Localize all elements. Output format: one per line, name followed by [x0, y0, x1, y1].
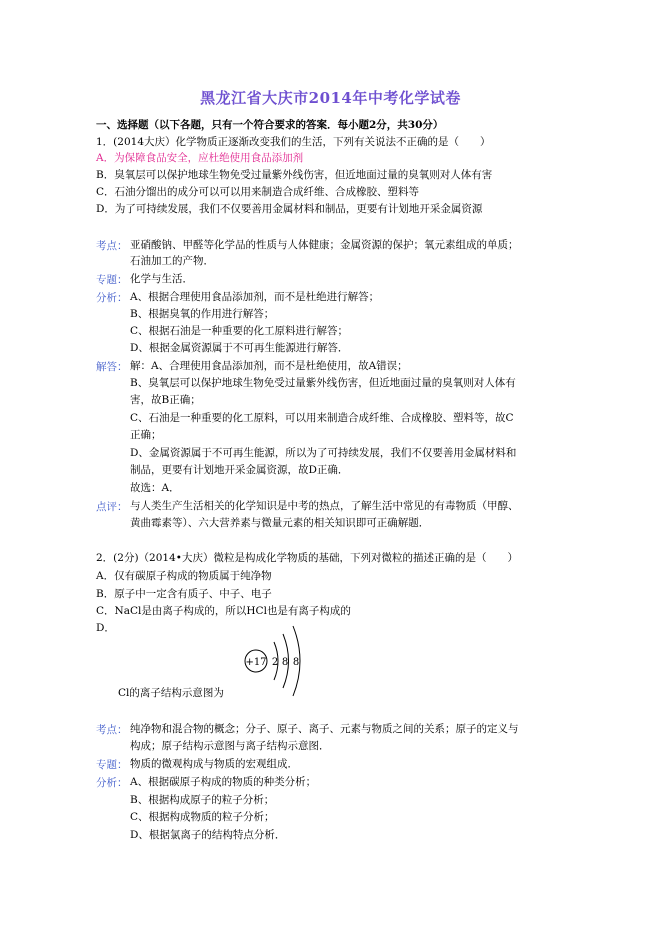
q2-fenxi-line: A、根据碳原子构成的物质的种类分析； — [130, 776, 317, 788]
q2-option-b: B．原子中一定含有质子、中子、电子 — [96, 588, 272, 600]
q1-kaodian-line: 石油加工的产物． — [130, 255, 214, 267]
q1-option-d: D．为了可持续发展，我们不仅要善用金属材料和制品，更要有计划地开采金属资源 — [96, 203, 483, 215]
q2-zhuanti-label: 专题： — [96, 759, 128, 771]
q1-fenxi-line: C、根据石油是一种重要的化工原料进行解答； — [130, 325, 349, 337]
q1-jieda-line: D、金属资源属于不可再生能源，所以为了可持续发展，我们不仅要善用金属材料和 — [130, 447, 517, 459]
q1-dianping-line: 与人类生产生活相关的化学知识是中考的热点，了解生活中常见的有毒物质（甲醇、 — [130, 500, 519, 512]
q1-zhuanti-label: 专题： — [96, 274, 128, 286]
q2-fenxi-label: 分析： — [96, 777, 128, 789]
q2-kaodian-line: 构成；原子结构示意图与离子结构示意图． — [130, 740, 330, 752]
diagram-caption: Cl的离子结构示意图为 — [118, 687, 224, 699]
nucleus-charge: +17 — [245, 657, 267, 668]
q1-option-b: B．臭氧层可以保护地球生物免受过量紫外线伤害，但近地面过量的臭氧则对人体有害 — [96, 169, 493, 181]
section-heading: 一、选择题（以下各题，只有一个符合要求的答案．每小题2分，共30分） — [96, 119, 444, 131]
q1-fenxi-line: A、根据合理使用食品添加剂，而不是杜绝进行解答； — [130, 291, 380, 303]
q1-jieda-line: 制品，更要有计划地开采金属资源，故D正确． — [130, 464, 349, 476]
q2-zhuanti: 物质的微观构成与物质的宏观组成． — [130, 758, 298, 770]
q2-fenxi-line: B、根据构成原子的粒子分析； — [130, 794, 275, 806]
q1-dianping-line: 黄曲霉素等）、六大营养素与微量元素的相关知识即可正确解题． — [130, 517, 430, 529]
q2-fenxi-line: C、根据构成物质的粒子分析； — [130, 811, 275, 823]
q1-zhuanti: 化学与生活． — [130, 273, 193, 285]
q1-fenxi-line: D、根据金属资源属于不可再生能源进行解答． — [130, 342, 349, 354]
q1-option-c: C．石油分馏出的成分可以可以用来制造合成纤维、合成橡胶、塑料等 — [96, 186, 420, 198]
q1-fenxi-label: 分析： — [96, 292, 128, 304]
q2-stem: 2．(2分)（2014•大庆）微粒是构成化学物质的基础，下列对微粒的描述正确的是（ ） — [96, 552, 518, 564]
q2-option-a: A．仅有碳原子构成的物质属于纯净物 — [96, 570, 272, 582]
q2-fenxi-line: D、根据氯离子的结构特点分析． — [130, 829, 286, 841]
q1-jieda-line: 害，故B正确； — [130, 394, 201, 406]
q1-stem: 1．(2014大庆）化学物质正逐渐改变我们的生活，下列有关说法不正确的是（ ） — [96, 136, 491, 148]
q1-kaodian-line: 亚硝酸钠、甲醛等化学品的性质与人体健康；金属资源的保护；氧元素组成的单质； — [130, 239, 519, 251]
q1-jieda-line: C、石油是一种重要的化工原料，可以用来制造合成纤维、合成橡胶、塑料等，故C — [130, 412, 514, 424]
q2-kaodian-line: 纯净物和混合物的概念；分子、原子、离子、元素与物质之间的关系；原子的定义与 — [130, 723, 519, 735]
q2-kaodian-label: 考点： — [96, 724, 128, 736]
q1-jieda-line: 解：A、合理使用食品添加剂，而不是杜绝使用，故A错误； — [130, 360, 408, 372]
shell-count-2: 8 — [281, 657, 289, 668]
shell-count-3: 8 — [292, 657, 300, 668]
q1-jieda-line: B、臭氧层可以保护地球生物免受过量紫外线伤害，但近地面过量的臭氧则对人体有 — [130, 377, 516, 389]
q1-jieda-line: 故选：A． — [130, 482, 180, 494]
q2-option-d: D． — [96, 622, 115, 634]
q1-jieda-line: 正确； — [130, 429, 162, 441]
q1-jieda-label: 解答： — [96, 361, 128, 373]
shell-count-1: 2 — [271, 657, 279, 668]
q1-dianping-label: 点评： — [96, 501, 128, 513]
q1-fenxi-line: B、根据臭氧的作用进行解答； — [130, 308, 275, 320]
page-title: 黑龙江省大庆市2014年中考化学试卷 — [200, 89, 461, 107]
ion-structure-diagram — [236, 620, 316, 704]
q2-option-c: C．NaCl是由离子构成的，所以HCl也是有离子构成的 — [96, 605, 351, 617]
q1-kaodian-label: 考点： — [96, 240, 128, 252]
q1-option-a: A．为保障食品安全，应杜绝使用食品添加剂 — [96, 152, 304, 164]
